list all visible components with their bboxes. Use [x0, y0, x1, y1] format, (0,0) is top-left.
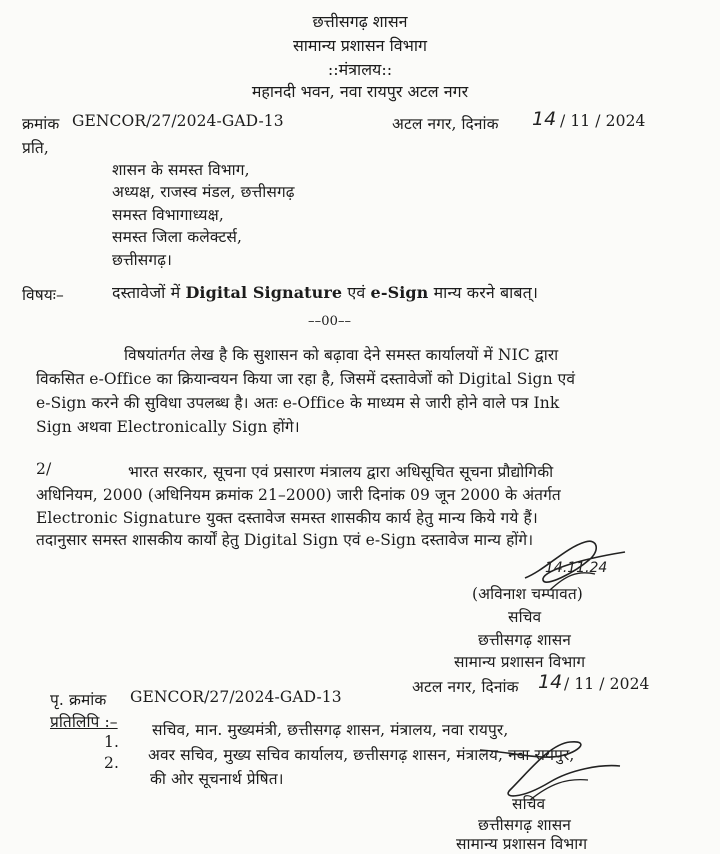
- paragraph-line: विषयांतर्गत लेख है कि सुशासन को बढ़ावा देने समस्त कार्यालयों में NIC द्वारा: [124, 346, 559, 364]
- recipient-line: समस्त जिला कलेक्टर्स,: [112, 228, 242, 246]
- paragraph-line: विकसित e-Office का क्रियान्वयन किया जा रहा है, जिसमें दस्तावेजों को Digital Sign एवं: [36, 370, 576, 388]
- recipient-line: समस्त विभागाध्यक्ष,: [112, 206, 224, 224]
- copy-item-text: सचिव, मान. मुख्यमंत्री, छत्तीसगढ़ शासन, मंत्रालय, नवा रायपुर,: [152, 721, 509, 739]
- signature-date-handwritten: 14.11.24: [545, 560, 608, 576]
- reference-label: क्रमांक: [22, 115, 60, 133]
- endorsement-month-year: / 11 / 2024: [564, 675, 650, 693]
- copy-item-number: 2.: [104, 754, 119, 772]
- endorsement-place-date-label: अटल नगर, दिनांक: [412, 678, 519, 696]
- subject-text-part: दस्तावेजों में: [112, 283, 186, 302]
- paragraph-line: Sign अथवा Electronically Sign होंगे।: [36, 418, 300, 436]
- copy-label-text: प्रतिलिपि :–: [50, 713, 118, 731]
- paragraph-number: 2/: [36, 460, 52, 478]
- reference-day-handwritten: 14: [532, 108, 557, 130]
- endorsement-day-handwritten: 14: [538, 671, 563, 693]
- header-government: छत्तीसगढ़ शासन: [312, 12, 408, 31]
- endorsement-org: छत्तीसगढ़ शासन: [478, 816, 571, 834]
- header-address: महानदी भवन, नवा रायपुर अटल नगर: [251, 82, 469, 101]
- reference-place-date-label: अटल नगर, दिनांक: [392, 115, 499, 133]
- signature-image: [470, 730, 630, 810]
- paragraph-line: भारत सरकार, सूचना एवं प्रसारण मंत्रालय द्वारा अधिसूचित सूचना प्रौद्योगिकी: [128, 463, 554, 481]
- signatory-name: (अविनाश चम्पावत): [472, 585, 583, 603]
- signatory-dept: सामान्य प्रशासन विभाग: [454, 653, 586, 671]
- endorsement-designation: सचिव: [512, 795, 546, 813]
- copy-item-number: 1.: [104, 733, 119, 751]
- endorsement-number: GENCOR/27/2024-GAD-13: [130, 688, 342, 706]
- paragraph-line: e-Sign करने की सुविधा उपलब्ध है। अतः e-Office के माध्यम से जारी होने वाले पत्र Ink: [36, 394, 560, 412]
- recipient-line: अध्यक्ष, राजस्व मंडल, छत्तीसगढ़: [112, 183, 295, 201]
- copy-item-text: अवर सचिव, मुख्य सचिव कार्यालय, छत्तीसगढ़ शासन, मंत्रालय, नवा रायपुर,: [148, 746, 575, 764]
- copy-label: [50, 710, 118, 732]
- subject-text: [112, 281, 538, 303]
- signatory-designation: सचिव: [508, 608, 542, 626]
- reference-number: GENCOR/27/2024-GAD-13: [72, 112, 284, 130]
- separator: ––00––: [308, 314, 352, 329]
- header-department: सामान्य प्रशासन विभाग: [292, 36, 428, 55]
- recipient-line: शासन के समस्त विभाग,: [112, 161, 250, 179]
- paragraph-line: तदानुसार समस्त शासकीय कार्यों हेतु Digital Sign एवं e-Sign दस्तावेज मान्य होंगे।: [36, 531, 534, 549]
- subject-text-part: एवं: [342, 283, 371, 302]
- paragraph-line: अधिनियम, 2000 (अधिनियम क्रमांक 21–2000) जारी दिनांक 09 जून 2000 के अंतर्गत: [36, 486, 561, 504]
- subject-bold-part: e-Sign: [370, 283, 429, 302]
- recipient-line: छत्तीसगढ़।: [112, 251, 172, 269]
- subject-bold-part: Digital Signature: [185, 283, 343, 302]
- subject-text-part: मान्य करने बाबत्।: [428, 283, 539, 302]
- signatory-org: छत्तीसगढ़ शासन: [478, 631, 571, 649]
- reference-month-year: / 11 / 2024: [560, 112, 646, 130]
- endorsement-label: पृ. क्रमांक: [50, 691, 107, 709]
- header-ministry: ::मंत्रालय::: [327, 60, 393, 79]
- endorsement-dept: सामान्य प्रशासन विभाग: [456, 835, 588, 853]
- forward-text: की ओर सूचनार्थ प्रेषित।: [150, 770, 284, 788]
- to-label: प्रति,: [22, 139, 49, 157]
- subject-label: विषयः–: [22, 286, 64, 304]
- paragraph-line: Electronic Signature युक्त दस्तावेज समस्त शासकीय कार्य हेतु मान्य किये गये हैं।: [36, 509, 538, 527]
